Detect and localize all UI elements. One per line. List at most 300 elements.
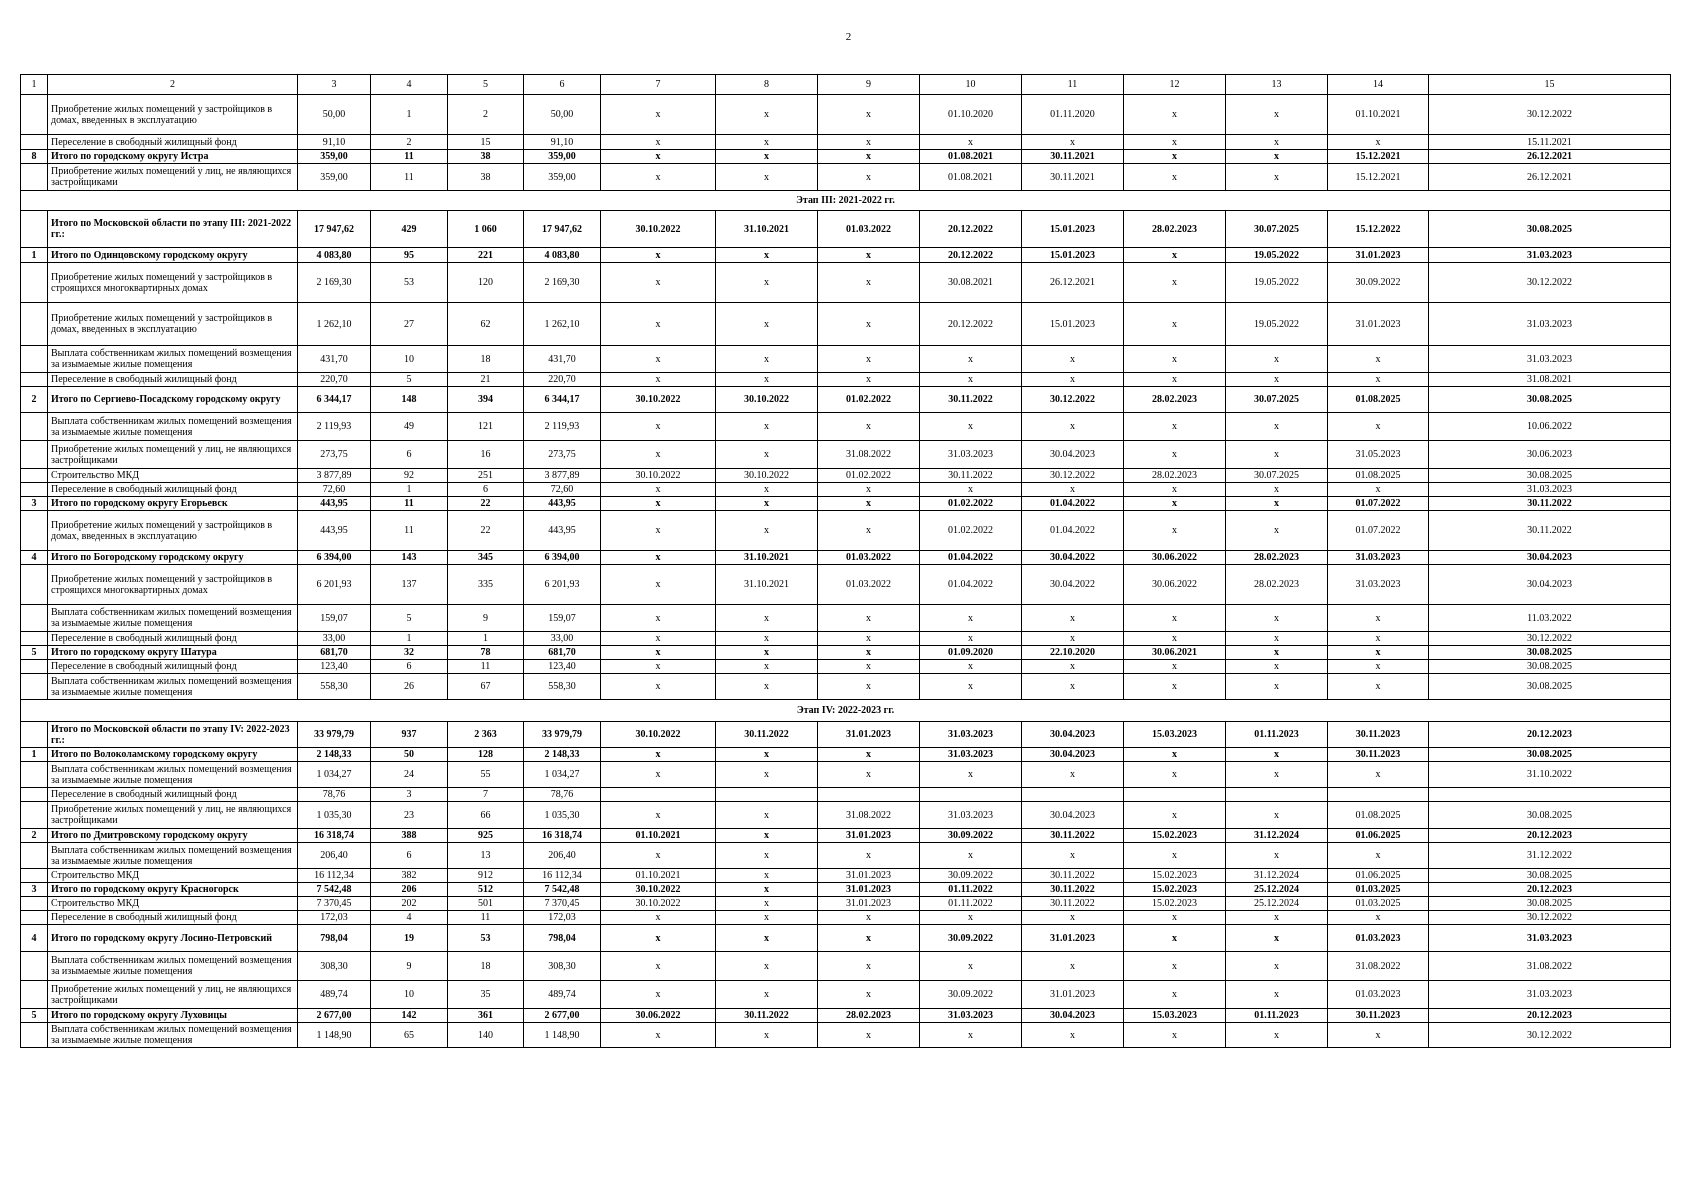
table-cell: 30.08.2021	[920, 263, 1022, 303]
table-cell: 15.02.2023	[1124, 897, 1226, 911]
table-cell: 2 677,00	[524, 1009, 601, 1023]
table-cell: 6 201,93	[298, 565, 371, 605]
table-cell: 91,10	[298, 135, 371, 150]
row-description-cell: Выплата собственникам жилых помещений возмещения за изымаемые жилые помещения	[48, 952, 298, 981]
table-cell: 30.08.2025	[1429, 748, 1671, 762]
table-cell: x	[1124, 483, 1226, 497]
row-number-cell	[21, 911, 48, 925]
table-cell: 01.11.2022	[920, 897, 1022, 911]
table-cell: 11	[371, 164, 448, 191]
table-cell: 30.11.2023	[1328, 748, 1429, 762]
table-cell: x	[716, 660, 818, 674]
table-cell: 30.04.2022	[1022, 551, 1124, 565]
table-cell: x	[818, 952, 920, 981]
table-cell: 16 112,34	[298, 869, 371, 883]
table-cell: x	[818, 762, 920, 788]
table-cell: 33,00	[524, 632, 601, 646]
table-cell: x	[1226, 843, 1328, 869]
table-cell: x	[818, 303, 920, 346]
table-cell: x	[1022, 373, 1124, 387]
table-cell: x	[920, 1023, 1022, 1048]
table-cell: 6	[448, 483, 524, 497]
table-cell: 30.04.2022	[1022, 565, 1124, 605]
table-cell: x	[601, 646, 716, 660]
table-cell: x	[818, 674, 920, 700]
table-cell: 01.06.2025	[1328, 869, 1429, 883]
table-cell: x	[601, 660, 716, 674]
row-number-cell	[21, 843, 48, 869]
table-cell: 31.01.2023	[818, 883, 920, 897]
table-cell: 251	[448, 469, 524, 483]
table-cell: x	[601, 843, 716, 869]
table-cell: 15.12.2022	[1328, 211, 1429, 248]
row-number-cell	[21, 413, 48, 441]
table-cell: 3	[371, 788, 448, 802]
column-number-cell: 10	[920, 75, 1022, 95]
row-number-cell	[21, 483, 48, 497]
table-cell: 7 542,48	[298, 883, 371, 897]
table-cell: 9	[448, 605, 524, 632]
table-cell: 15.11.2021	[1429, 135, 1671, 150]
row-number-cell: 3	[21, 497, 48, 511]
column-number-cell: 9	[818, 75, 920, 95]
table-cell: x	[716, 373, 818, 387]
table-cell: 30.12.2022	[1022, 387, 1124, 413]
table-cell: 01.10.2021	[601, 869, 716, 883]
table-cell: 359,00	[524, 150, 601, 164]
table-cell: 30.04.2023	[1022, 748, 1124, 762]
table-cell: x	[1022, 413, 1124, 441]
subtotal-row	[21, 748, 1671, 762]
row-description-cell: Приобретение жилых помещений у застройщиков в домах, введенных в эксплуатацию	[48, 511, 298, 551]
row-number-cell	[21, 802, 48, 829]
row-number-cell	[21, 1023, 48, 1048]
table-cell: 16 318,74	[524, 829, 601, 843]
table-cell: x	[716, 925, 818, 952]
row-number-cell: 5	[21, 1009, 48, 1023]
table-cell: 4 083,80	[524, 248, 601, 263]
table-cell: x	[1328, 346, 1429, 373]
table-cell: 30.11.2022	[1429, 497, 1671, 511]
table-cell: x	[920, 483, 1022, 497]
table-cell: x	[601, 632, 716, 646]
table-cell: 30.07.2025	[1226, 211, 1328, 248]
table-cell: 01.07.2022	[1328, 511, 1429, 551]
table-cell: 15.03.2023	[1124, 722, 1226, 748]
table-cell: x	[716, 829, 818, 843]
table-cell	[716, 788, 818, 802]
table-cell: x	[1124, 413, 1226, 441]
row-number-cell	[21, 788, 48, 802]
table-cell: 273,75	[524, 441, 601, 469]
row-description-cell: Приобретение жилых помещений у застройщиков в домах, введенных в эксплуатацию	[48, 303, 298, 346]
table-cell: x	[818, 497, 920, 511]
table-cell: 01.10.2021	[1328, 95, 1429, 135]
row-description-cell: Выплата собственникам жилых помещений возмещения за изымаемые жилые помещения	[48, 1023, 298, 1048]
table-cell: x	[1226, 346, 1328, 373]
table-cell: 6 344,17	[524, 387, 601, 413]
table-cell: x	[920, 762, 1022, 788]
row-number-cell	[21, 303, 48, 346]
table-cell: x	[601, 483, 716, 497]
stage-header-row	[21, 700, 1671, 722]
table-cell: 30.08.2025	[1429, 897, 1671, 911]
table-cell: 38	[448, 150, 524, 164]
subtotal-row	[21, 925, 1671, 952]
table-cell: 31.01.2023	[1022, 925, 1124, 952]
table-cell: x	[1022, 762, 1124, 788]
table-cell: 206,40	[298, 843, 371, 869]
table-cell: 388	[371, 829, 448, 843]
table-row	[21, 95, 1671, 135]
table-cell: x	[1022, 660, 1124, 674]
table-cell: 16	[448, 441, 524, 469]
table-cell: 143	[371, 551, 448, 565]
table-row	[21, 869, 1671, 883]
table-cell: x	[1226, 413, 1328, 441]
table-cell: x	[601, 911, 716, 925]
row-description-cell: Строительство МКД	[48, 897, 298, 911]
table-cell: 30.12.2022	[1429, 263, 1671, 303]
table-cell: 30.11.2022	[716, 1009, 818, 1023]
table-cell: 11	[371, 497, 448, 511]
table-cell: x	[1124, 925, 1226, 952]
table-cell: 31.03.2023	[920, 441, 1022, 469]
table-cell: 27	[371, 303, 448, 346]
row-number-cell	[21, 469, 48, 483]
column-number-cell: 4	[371, 75, 448, 95]
row-description-cell: Строительство МКД	[48, 469, 298, 483]
table-cell: 31.12.2024	[1226, 829, 1328, 843]
table-cell: x	[601, 164, 716, 191]
table-cell: x	[1124, 263, 1226, 303]
table-cell: 01.04.2022	[1022, 497, 1124, 511]
table-cell: x	[920, 952, 1022, 981]
table-row	[21, 483, 1671, 497]
table-cell: 30.12.2022	[1429, 632, 1671, 646]
table-cell: 11	[371, 150, 448, 164]
table-cell: 30.12.2022	[1022, 469, 1124, 483]
row-number-cell: 4	[21, 551, 48, 565]
table-cell: 361	[448, 1009, 524, 1023]
table-cell: x	[1328, 674, 1429, 700]
table-cell: x	[818, 511, 920, 551]
table-cell: x	[716, 497, 818, 511]
row-number-cell	[21, 565, 48, 605]
table-cell: x	[818, 632, 920, 646]
table-cell: x	[1226, 373, 1328, 387]
table-cell: 10	[371, 981, 448, 1009]
table-cell: 19.05.2022	[1226, 303, 1328, 346]
table-cell: 28.02.2023	[818, 1009, 920, 1023]
table-cell: 6	[371, 660, 448, 674]
table-cell: 308,30	[524, 952, 601, 981]
table-cell: 30.09.2022	[920, 869, 1022, 883]
row-description-cell: Выплата собственникам жилых помещений возмещения за изымаемые жилые помещения	[48, 413, 298, 441]
table-cell: 31.01.2023	[818, 897, 920, 911]
row-description-cell: Итого по Московской области по этапу III: 2021-2022 гг.:	[48, 211, 298, 248]
table-cell: 30.11.2022	[1429, 511, 1671, 551]
table-cell: 15.03.2023	[1124, 1009, 1226, 1023]
table-cell: 335	[448, 565, 524, 605]
table-cell: x	[716, 762, 818, 788]
table-cell: 66	[448, 802, 524, 829]
table-cell: x	[1226, 660, 1328, 674]
column-number-header-row	[21, 75, 1671, 95]
table-cell: x	[716, 303, 818, 346]
table-cell: x	[1328, 911, 1429, 925]
table-cell: 55	[448, 762, 524, 788]
table-cell: 30.06.2023	[1429, 441, 1671, 469]
row-description-cell: Итого по Богородскому городскому округу	[48, 551, 298, 565]
table-cell: 1 148,90	[298, 1023, 371, 1048]
table-row	[21, 843, 1671, 869]
table-cell: 31.01.2023	[818, 829, 920, 843]
table-cell: 30.11.2022	[1022, 869, 1124, 883]
table-cell: 15.01.2023	[1022, 248, 1124, 263]
table-cell: 798,04	[298, 925, 371, 952]
table-cell: 20.12.2023	[1429, 1009, 1671, 1023]
table-row	[21, 469, 1671, 483]
table-cell: 01.08.2025	[1328, 469, 1429, 483]
row-number-cell	[21, 211, 48, 248]
stage-title: Этап IV: 2022-2023 гг.	[21, 700, 1671, 722]
table-cell: x	[920, 605, 1022, 632]
table-cell	[601, 788, 716, 802]
table-row	[21, 1023, 1671, 1048]
table-row	[21, 911, 1671, 925]
subtotal-row	[21, 497, 1671, 511]
table-row	[21, 373, 1671, 387]
table-cell: x	[1124, 346, 1226, 373]
table-cell: 394	[448, 387, 524, 413]
table-cell: 78,76	[298, 788, 371, 802]
table-cell: 20.12.2023	[1429, 829, 1671, 843]
table-cell: 121	[448, 413, 524, 441]
table-cell: 15	[448, 135, 524, 150]
subtotal-row	[21, 883, 1671, 897]
table-cell: x	[1226, 497, 1328, 511]
table-cell: 120	[448, 263, 524, 303]
row-description-cell: Приобретение жилых помещений у лиц, не являющихся застройщиками	[48, 802, 298, 829]
table-cell: x	[716, 1023, 818, 1048]
row-number-cell: 5	[21, 646, 48, 660]
table-cell: x	[1124, 95, 1226, 135]
page-number: 2	[845, 31, 852, 43]
table-cell: x	[818, 150, 920, 164]
table-cell: x	[716, 135, 818, 150]
table-cell	[1226, 788, 1328, 802]
table-cell: 273,75	[298, 441, 371, 469]
subtotal-row	[21, 1009, 1671, 1023]
table-cell: x	[1022, 843, 1124, 869]
table-cell: 01.11.2022	[920, 883, 1022, 897]
table-cell: 78	[448, 646, 524, 660]
table-cell: x	[716, 605, 818, 632]
table-cell: 7	[448, 788, 524, 802]
stage-title: Этап III: 2021-2022 гг.	[21, 191, 1671, 211]
table-cell: 17 947,62	[524, 211, 601, 248]
table-cell: 681,70	[298, 646, 371, 660]
table-cell: 443,95	[298, 511, 371, 551]
table-cell: 31.03.2023	[1429, 925, 1671, 952]
table-cell: 30.04.2023	[1429, 551, 1671, 565]
table-cell: 33 979,79	[298, 722, 371, 748]
table-cell: 01.09.2020	[920, 646, 1022, 660]
table-cell: 1	[371, 632, 448, 646]
table-cell: x	[716, 646, 818, 660]
table-cell: x	[1226, 646, 1328, 660]
table-cell: x	[1226, 952, 1328, 981]
table-cell: 30.06.2022	[601, 1009, 716, 1023]
table-cell: 33 979,79	[524, 722, 601, 748]
table-cell: x	[818, 346, 920, 373]
table-cell: 18	[448, 952, 524, 981]
table-cell: 30.10.2022	[601, 211, 716, 248]
table-cell: x	[716, 674, 818, 700]
table-cell: 7 370,45	[524, 897, 601, 911]
table-cell: 1 035,30	[524, 802, 601, 829]
table-cell: x	[716, 483, 818, 497]
row-number-cell	[21, 722, 48, 748]
table-cell: 31.03.2023	[1429, 981, 1671, 1009]
table-cell: 382	[371, 869, 448, 883]
row-description-cell: Переселение в свободный жилищный фонд	[48, 788, 298, 802]
table-row	[21, 511, 1671, 551]
table-cell: 128	[448, 748, 524, 762]
table-cell: 23	[371, 802, 448, 829]
table-cell: 30.08.2025	[1429, 387, 1671, 413]
table-cell: 31.03.2023	[1429, 303, 1671, 346]
row-description-cell: Приобретение жилых помещений у застройщиков в домах, введенных в эксплуатацию	[48, 95, 298, 135]
table-cell: x	[1226, 441, 1328, 469]
table-cell: 558,30	[524, 674, 601, 700]
table-cell: 30.04.2023	[1429, 565, 1671, 605]
table-cell: x	[601, 303, 716, 346]
table-cell: 30.08.2025	[1429, 660, 1671, 674]
row-number-cell	[21, 762, 48, 788]
table-cell: 28.02.2023	[1124, 469, 1226, 483]
table-cell: 28.02.2023	[1124, 211, 1226, 248]
table-cell: 30.09.2022	[1328, 263, 1429, 303]
table-cell: 31.08.2022	[1328, 952, 1429, 981]
row-description-cell: Итого по городскому округу Красногорск	[48, 883, 298, 897]
table-cell: x	[1124, 511, 1226, 551]
table-cell: 01.02.2022	[818, 469, 920, 483]
table-cell: 26.12.2021	[1022, 263, 1124, 303]
table-cell: 2	[448, 95, 524, 135]
table-cell: 50,00	[298, 95, 371, 135]
table-cell: 30.12.2022	[1429, 1023, 1671, 1048]
table-cell: x	[1124, 303, 1226, 346]
table-cell: 172,03	[524, 911, 601, 925]
table-cell: x	[1226, 135, 1328, 150]
row-number-cell	[21, 441, 48, 469]
table-cell: x	[1022, 346, 1124, 373]
table-cell: x	[1124, 674, 1226, 700]
column-number-cell: 3	[298, 75, 371, 95]
table-cell: x	[920, 674, 1022, 700]
table-cell: x	[1124, 843, 1226, 869]
table-cell: 35	[448, 981, 524, 1009]
table-cell	[1022, 788, 1124, 802]
row-description-cell: Выплата собственникам жилых помещений возмещения за изымаемые жилые помещения	[48, 762, 298, 788]
table-cell: x	[1226, 164, 1328, 191]
table-cell: 1	[371, 483, 448, 497]
row-description-cell: Выплата собственникам жилых помещений возмещения за изымаемые жилые помещения	[48, 346, 298, 373]
table-row	[21, 788, 1671, 802]
table-cell: x	[1328, 483, 1429, 497]
table-cell: x	[1328, 843, 1429, 869]
table-cell: x	[818, 135, 920, 150]
table-cell: 91,10	[524, 135, 601, 150]
table-cell: 30.11.2021	[1022, 150, 1124, 164]
table-cell: 31.12.2022	[1429, 843, 1671, 869]
stage-header-row	[21, 191, 1671, 211]
table-cell: 78,76	[524, 788, 601, 802]
row-number-cell	[21, 981, 48, 1009]
table-cell: x	[601, 925, 716, 952]
table-cell: 431,70	[298, 346, 371, 373]
table-cell: x	[1226, 605, 1328, 632]
table-cell: 30.08.2025	[1429, 802, 1671, 829]
table-cell: 50	[371, 748, 448, 762]
table-cell: 22.10.2020	[1022, 646, 1124, 660]
table-cell: 01.03.2025	[1328, 883, 1429, 897]
table-cell: 359,00	[298, 150, 371, 164]
table-cell: 26.12.2021	[1429, 164, 1671, 191]
table-cell: x	[716, 511, 818, 551]
row-number-cell: 4	[21, 925, 48, 952]
table-cell: 01.03.2022	[818, 565, 920, 605]
table-cell: 25.12.2024	[1226, 897, 1328, 911]
table-cell: 5	[371, 605, 448, 632]
table-cell: 30.12.2022	[1429, 911, 1671, 925]
table-cell: 31.08.2022	[818, 802, 920, 829]
table-cell: 11	[371, 511, 448, 551]
table-cell: 159,07	[524, 605, 601, 632]
table-cell: 01.03.2023	[1328, 981, 1429, 1009]
table-cell: x	[601, 135, 716, 150]
table-cell: 20.12.2022	[920, 211, 1022, 248]
table-cell: 20.12.2022	[920, 248, 1022, 263]
table-cell: x	[601, 551, 716, 565]
table-cell: 443,95	[298, 497, 371, 511]
column-number-cell: 12	[1124, 75, 1226, 95]
row-description-cell: Итого по городскому округу Истра	[48, 150, 298, 164]
table-cell: 15.12.2021	[1328, 164, 1429, 191]
table-cell: 220,70	[298, 373, 371, 387]
table-cell: 30.11.2021	[1022, 164, 1124, 191]
table-cell: 16 112,34	[524, 869, 601, 883]
table-cell: x	[1124, 981, 1226, 1009]
table-cell: 9	[371, 952, 448, 981]
table-cell: x	[818, 373, 920, 387]
table-cell: 53	[448, 925, 524, 952]
table-cell: 38	[448, 164, 524, 191]
table-cell: 30.12.2022	[1429, 95, 1671, 135]
table-cell: x	[601, 373, 716, 387]
table-cell: 2	[371, 135, 448, 150]
table-cell: 18	[448, 346, 524, 373]
table-cell: 30.04.2023	[1022, 441, 1124, 469]
table-cell: x	[1124, 135, 1226, 150]
table-cell: x	[818, 843, 920, 869]
table-cell: 1	[448, 632, 524, 646]
table-cell: 31.03.2023	[1328, 551, 1429, 565]
row-description-cell: Итого по Волоколамскому городскому округу	[48, 748, 298, 762]
table-row	[21, 413, 1671, 441]
